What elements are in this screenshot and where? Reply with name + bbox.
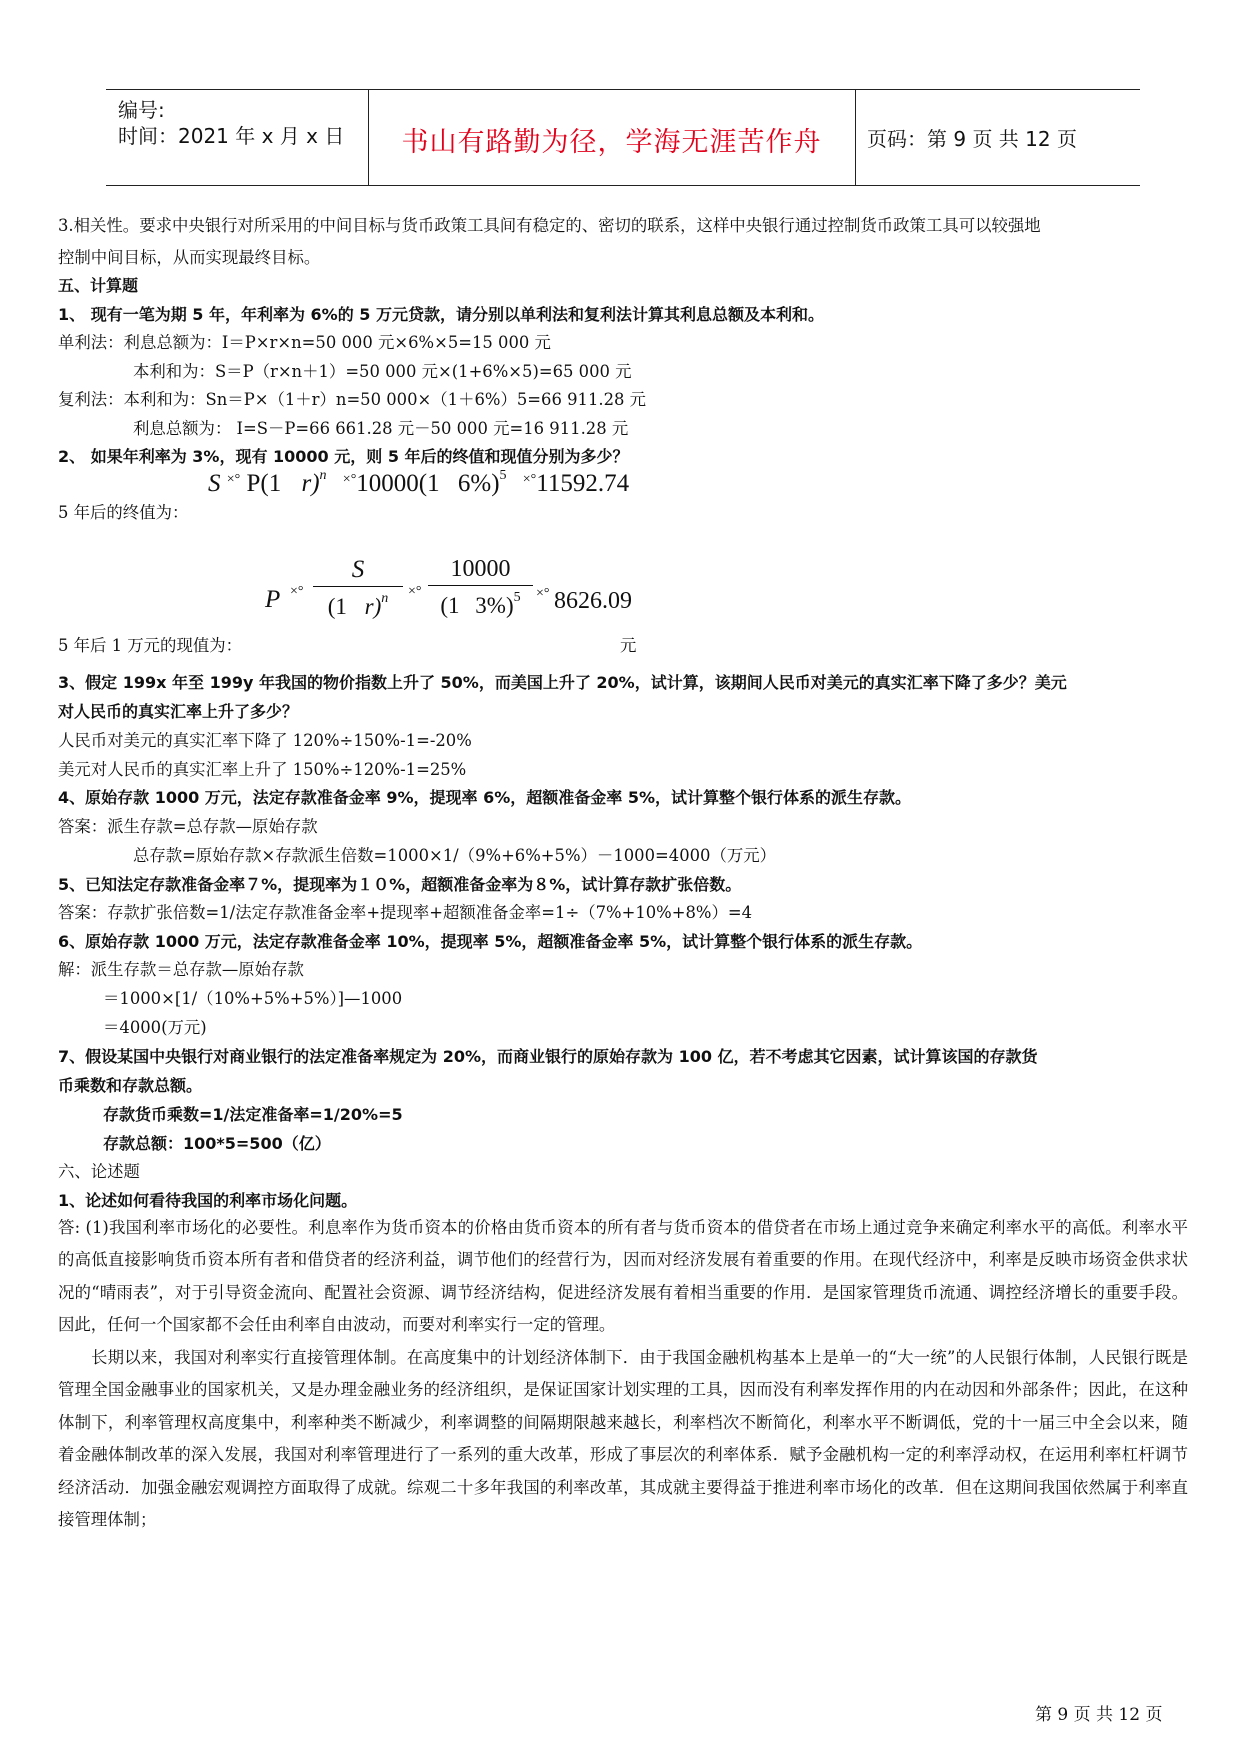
pv-numerator: S bbox=[313, 556, 403, 587]
page-header bbox=[106, 89, 1140, 186]
unit-label: 元 bbox=[620, 636, 637, 655]
text-line: 总存款=原始存款×存款派生倍数=1000×1/（9%+6%+5%）－1000=4000（万元） bbox=[133, 846, 777, 865]
header-middle-cell bbox=[368, 90, 856, 185]
text-line: 人民币对美元的真实汇率下降了 120%÷150%-1=-20% bbox=[58, 731, 472, 750]
text-line: 控制中间目标，从而实现最终目标。 bbox=[58, 248, 321, 267]
question-6: 6、原始存款 1000 万元，法定存款准备金率 10%，提现率 5%，超额准备金率 5%，试计算整个银行体系的派生存款。 bbox=[58, 932, 923, 951]
essay-paragraph-1: 答: (1)我国利率市场化的必要性。利息率作为货币资本的价格由货币资本的所有者与货币资本的借贷者在市场上通过竞争来确定利率水平的高低。利率水平的高低直接影响货币资本所有者和借贷者的经济利益，调节他们的经营行为，因而对经济发展有着重要的作用。在现代经济中，利率是反映市场资金供求状况的“晴雨表”，对于引导资金流向、配置社会资源、调节经济结构，促进经济发展有着相当重要的作用．是国家管理货币流通、调控经济增长的重要手段。因此，任何一个国家都不会任由利率自由波动，而要对利率实行一定的管理。 bbox=[58, 1218, 1188, 1335]
text-line: 答案：存款扩张倍数=1/法定存款准备金率+提现率+超额准备金率=1÷（7%+10%+8%）=4 bbox=[58, 903, 753, 922]
essay-question-1: 1、论述如何看待我国的利率市场化问题。 bbox=[58, 1191, 358, 1210]
header-left-cell bbox=[106, 90, 369, 185]
text-line: 3.相关性。要求中央银行对所采用的中间目标与货币政策工具间有稳定的、密切的联系，这样中央银行通过控制货币政策工具可以较强地 bbox=[58, 216, 1041, 235]
question-7: 7、假设某国中央银行对商业银行的法定准备率规定为 20%，而商业银行的原始存款为 100 亿，若不考虑其它因素，试计算该国的存款货 bbox=[58, 1047, 1038, 1066]
pv-denominator: (1 r)$^n$ bbox=[327, 591, 389, 619]
text-line: 答案：派生存款=总存款—原始存款 bbox=[58, 817, 318, 836]
page-footer: 第 9 页 共 12 页 bbox=[1035, 1705, 1163, 1725]
text-line: 本利和为：S＝P（r×n＋1）=50 000 元×(1+6%×5)=65 000 元 bbox=[133, 362, 632, 381]
text-line: 单利法：利息总额为：I＝P×r×n=50 000 元×6%×5=15 000 元 bbox=[58, 333, 551, 352]
pv-numerator: 10000 bbox=[428, 556, 533, 586]
question-1: 1、 现有一笔为期 5 年，年利率为 6%的 5 万元贷款，请分别以单利法和复利法计算其利息总额及本利和。 bbox=[58, 305, 824, 324]
future-value-label: 5 年后的终值为： bbox=[58, 503, 189, 522]
future-value-formula: S ×° P(1 r)$^n$ ×°10000(1 6%)$^5$ ×°11592.74 bbox=[208, 468, 630, 497]
pv-fraction-2 bbox=[428, 556, 533, 619]
document-number-label: 编号: bbox=[118, 98, 165, 122]
formula-result: 11592.74 bbox=[536, 470, 630, 497]
pv-operator: ×° bbox=[408, 584, 422, 599]
text-line: 存款总额：100*5=500（亿） bbox=[103, 1134, 331, 1153]
document-time-label: 时间：2021 年 x 月 x 日 bbox=[118, 124, 345, 148]
text-line: 复利法：本利和为：Sn＝P×（1＋r）n=50 000×（1＋6%）5=66 911.28 元 bbox=[58, 390, 647, 409]
formula-symbol: r) bbox=[301, 470, 320, 497]
formula-exponent: n bbox=[319, 468, 327, 483]
question-4: 4、原始存款 1000 万元，法定存款准备金率 9%，提现率 6%，超额准备金率 5%，试计算整个银行体系的派生存款。 bbox=[58, 788, 912, 807]
formula-symbol: S bbox=[208, 470, 221, 497]
pv-lhs: P bbox=[265, 586, 281, 613]
pv-fraction-1 bbox=[313, 556, 403, 620]
section-heading-calculation: 五、计算题 bbox=[58, 276, 139, 295]
pv-result: 8626.09 bbox=[554, 588, 632, 614]
formula-symbol: 10000(1 bbox=[356, 470, 440, 497]
section-heading-essay: 六、论述题 bbox=[58, 1162, 140, 1181]
formula-symbol: P(1 bbox=[246, 470, 282, 497]
formula-exponent: 5 bbox=[499, 468, 507, 483]
text-line: 解：派生存款＝总存款—原始存款 bbox=[58, 960, 304, 979]
header-motto: 书山有路勤为径，学海无涯苦作舟 bbox=[401, 127, 822, 158]
question-7-cont: 币乘数和存款总额。 bbox=[58, 1076, 203, 1095]
header-page-number: 页码：第 9 页 共 12 页 bbox=[867, 127, 1077, 151]
essay-paragraph-2: 长期以来，我国对利率实行直接管理体制。在高度集中的计划经济体制下．由于我国金融机构基本上是单一的“大一统”的人民银行体制，人民银行既是管理全国金融事业的国家机关，又是办理金融业务的经济组织，是保证国家计划实理的工具，因而没有利率发挥作用的内在动因和外部条件；因此，在这种体制下，利率管理权高度集中，利率种类不断减少，利率调整的间隔期限越来越长，利率档次不断简化，利率水平不断调低，党的十一届三中全会以来，随着金融体制改革的深入发展，我国对利率管理进行了一系列的重大改革，形成了事层次的利率体系．赋予金融机构一定的利率浮动权，在运用利率杠杆调节经济活动．加强金融宏观调控方面取得了成就。综观二十多年我国的利率改革，其成就主要得益于推进利率市场化的改革．但在这期间我国依然属于利率直接管理体制； bbox=[58, 1348, 1188, 1530]
question-3-cont: 对人民币的真实汇率上升了多少？ bbox=[58, 702, 299, 721]
pv-denominator: (1 3%)$^5$ bbox=[440, 590, 521, 618]
text-line: 美元对人民币的真实汇率上升了 150%÷120%-1=25% bbox=[58, 760, 467, 779]
text-line: ＝1000×[1/（10%+5%+5%）]—1000 bbox=[103, 989, 403, 1008]
pv-operator: ×° bbox=[536, 586, 550, 601]
text-line: 存款货币乘数=1/法定准备率=1/20%=5 bbox=[103, 1105, 403, 1124]
pv-operator: ×° bbox=[290, 584, 304, 599]
header-right-cell bbox=[855, 90, 1140, 185]
question-5: 5、已知法定存款准备金率７%，提现率为１０%，超额准备金率为８%，试计算存款扩张倍数。 bbox=[58, 875, 742, 894]
question-3: 3、假定 199x 年至 199y 年我国的物价指数上升了 50%，而美国上升了 20%，试计算，该期间人民币对美元的真实汇率下降了多少？美元 bbox=[58, 673, 1067, 692]
present-value-label: 5 年后 1 万元的现值为： bbox=[58, 636, 243, 655]
question-2: 2、 如果年利率为 3%，现有 10000 元，则 5 年后的终值和现值分别为多少？ bbox=[58, 447, 629, 466]
text-line: 利息总额为： I=S－P=66 661.28 元－50 000 元=16 911.28 元 bbox=[133, 419, 629, 438]
formula-symbol: 6%) bbox=[457, 470, 500, 497]
text-line: ＝4000(万元) bbox=[103, 1018, 207, 1037]
